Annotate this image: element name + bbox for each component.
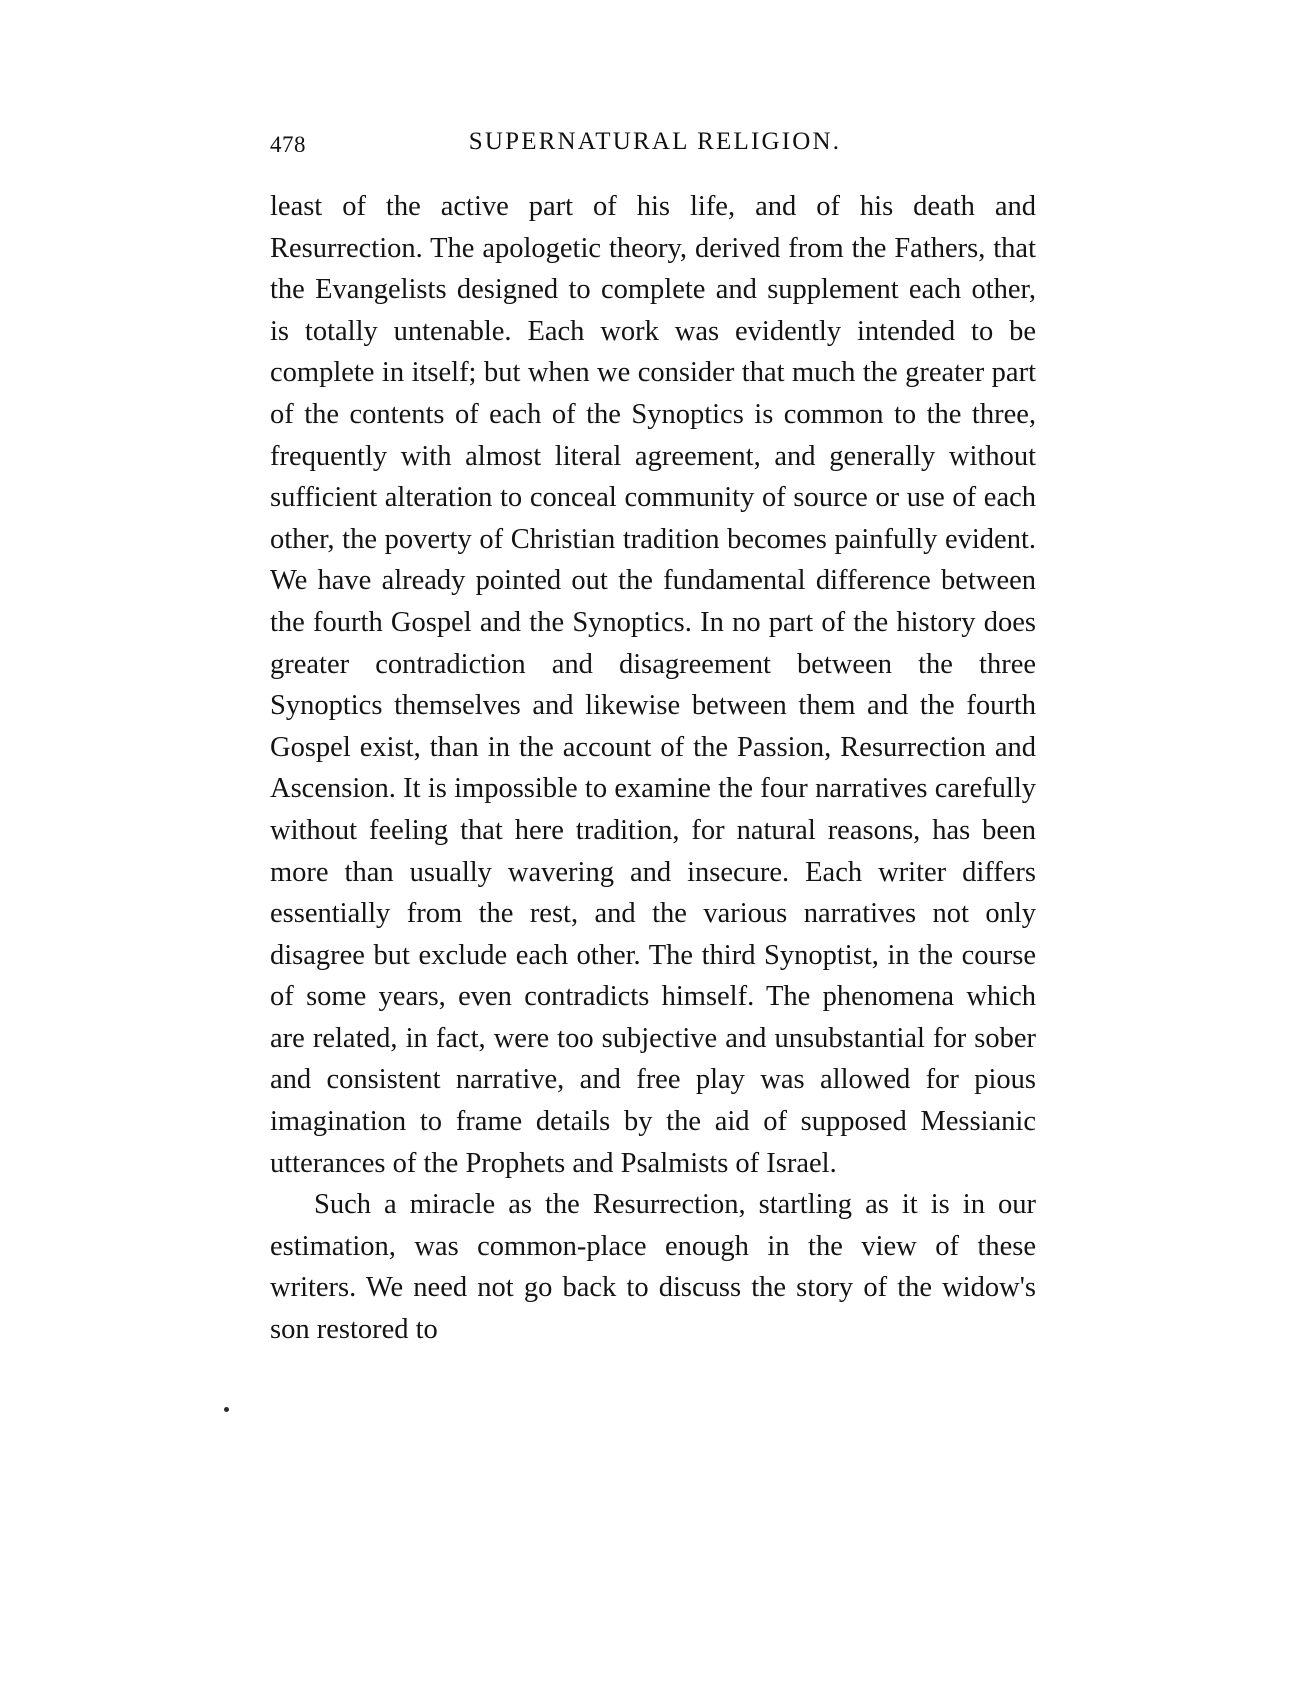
paragraph: least of the active part of his life, and of his death and Resurrection. The apologetic theory, derived from the Fathers, that the Evangelists designed to complete and supplement each other, is totally untenable. Each work was evidently intended to be complete in itself; but when we consider that much the greater part of the contents of each of the Synoptics is common to the three, frequently with almost literal agreement, and generally without sufficient alteration to conceal community of source or use of each other, the poverty of Christian tradition becomes painfully evident. We have already pointed out the fundamental difference between the fourth Gospel and the Synoptics. In no part of the history does greater contradiction and disagreement between the three Synoptics themselves and likewise between them and the fourth Gospel exist, than in the account of the Passion, Resurrection and Ascension. It is impossible to examine the four narratives carefully without feeling that here tradition, for natural reasons, has been more than usually wavering and insecure. Each writer differs essentially from the rest, and the various narratives not only disagree but exclude each other. The third Synoptist, in the course of some years, even contradicts himself. The phenomena which are related, in fact, were too subjective and unsubstantial for sober and consistent narrative, and free play was allowed for pious imagination to frame details by the aid of supposed Messianic utterances of the Prophets and Psalmists of Israel. [270,191,1036,1179]
ink-speck [224,1407,229,1412]
paragraph: Such a miracle as the Resurrection, startling as it is in our estimation, was common-place enough in the view of these writers. We need not go back to discuss the story of the widow's son restored to [270,1189,1036,1346]
page-header [270,128,1040,160]
page-number: 478 [270,132,306,157]
page-body [270,186,1036,1351]
running-head: SUPERNATURAL RELIGION. [468,128,842,155]
